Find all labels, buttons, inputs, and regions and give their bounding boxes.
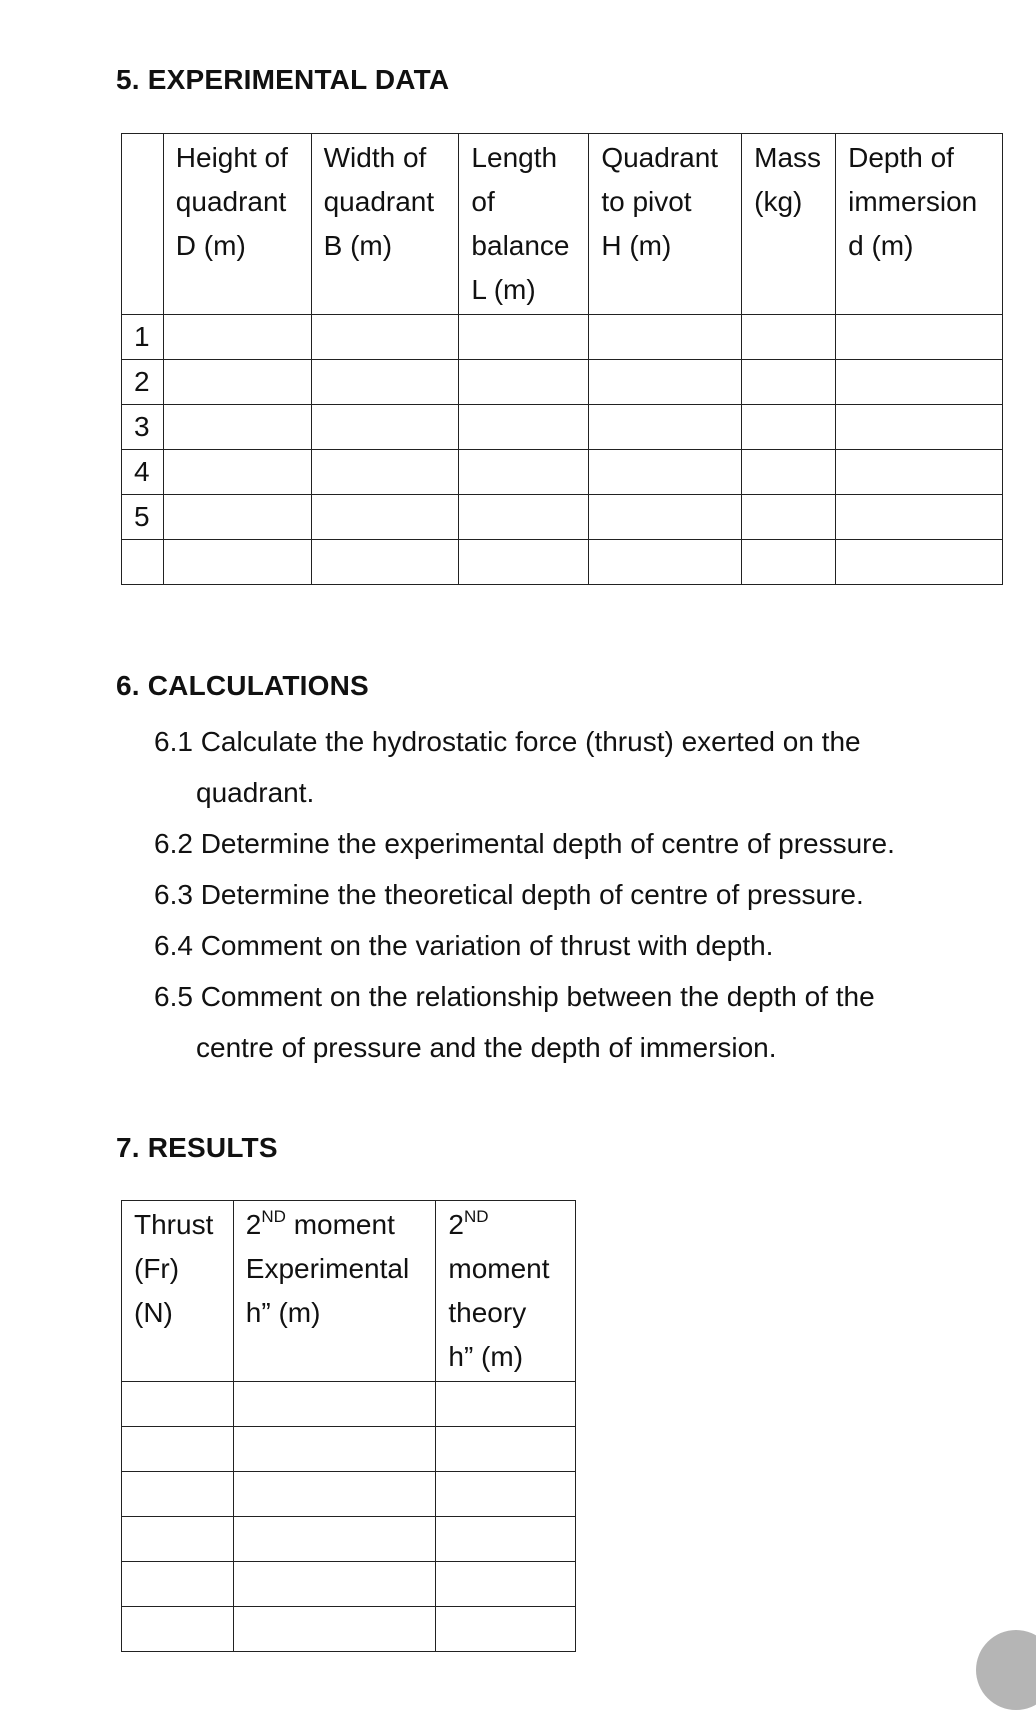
col-header-quadrant-pivot: Quadrant to pivot H (m) <box>589 134 742 315</box>
table-row <box>122 360 1003 405</box>
table-cell[interactable] <box>233 1607 436 1652</box>
list-item <box>154 920 994 971</box>
col-header-second-moment-theory: 2ND moment theory h” (m) <box>436 1201 576 1382</box>
table-cell[interactable] <box>122 1562 234 1607</box>
calculations-list <box>154 716 994 1073</box>
row-number: 4 <box>122 450 164 495</box>
table-cell[interactable] <box>233 1562 436 1607</box>
table-row <box>122 450 1003 495</box>
table-row <box>122 1517 576 1562</box>
section-5-heading: 5. EXPERIMENTAL DATA <box>116 64 450 95</box>
table-cell[interactable] <box>122 1382 234 1427</box>
table-cell[interactable] <box>459 450 589 495</box>
table-row <box>122 1427 576 1472</box>
table-row <box>122 1607 576 1652</box>
col-header-width: Width of quadrant B (m) <box>311 134 459 315</box>
table-cell[interactable] <box>742 495 836 540</box>
table-cell[interactable] <box>836 315 1003 360</box>
table-cell[interactable] <box>163 540 311 585</box>
list-item <box>154 869 994 920</box>
table-cell[interactable] <box>233 1472 436 1517</box>
table-row <box>122 540 1003 585</box>
row-number <box>122 540 164 585</box>
list-item-text: 6.4 Comment on the variation of thrust with depth. <box>154 930 774 961</box>
table-cell[interactable] <box>459 315 589 360</box>
table-row <box>122 495 1003 540</box>
col-header-mass: Mass (kg) <box>742 134 836 315</box>
list-item-text: 6.1 Calculate the hydrostatic force (thrust) exerted on the <box>154 726 861 757</box>
col-header-depth: Depth of immersion d (m) <box>836 134 1003 315</box>
row-number: 1 <box>122 315 164 360</box>
table-cell[interactable] <box>233 1517 436 1562</box>
table-cell[interactable] <box>742 450 836 495</box>
table-cell[interactable] <box>311 495 459 540</box>
row-number: 2 <box>122 360 164 405</box>
list-item-continuation: quadrant. <box>196 777 315 808</box>
table-cell[interactable] <box>311 315 459 360</box>
table-cell[interactable] <box>311 360 459 405</box>
table-cell[interactable] <box>742 315 836 360</box>
table-cell[interactable] <box>589 405 742 450</box>
table-cell[interactable] <box>311 540 459 585</box>
table-cell[interactable] <box>836 495 1003 540</box>
table-cell[interactable] <box>311 405 459 450</box>
table-cell[interactable] <box>836 540 1003 585</box>
table-cell[interactable] <box>436 1607 576 1652</box>
scroll-corner-indicator[interactable] <box>976 1630 1036 1710</box>
section-6-heading: 6. CALCULATIONS <box>116 670 369 701</box>
table-header-row <box>122 1201 576 1382</box>
col-header-thrust: Thrust (Fr) (N) <box>122 1201 234 1382</box>
table-cell[interactable] <box>122 1517 234 1562</box>
table-row <box>122 1382 576 1427</box>
table-cell[interactable] <box>742 405 836 450</box>
table-cell[interactable] <box>311 450 459 495</box>
table-cell[interactable] <box>436 1517 576 1562</box>
table-cell[interactable] <box>436 1427 576 1472</box>
table-cell[interactable] <box>163 315 311 360</box>
table-cell[interactable] <box>836 450 1003 495</box>
table-cell[interactable] <box>436 1382 576 1427</box>
experimental-data-table <box>121 133 1003 585</box>
table-row <box>122 1472 576 1517</box>
list-item <box>154 716 994 818</box>
section-7-heading: 7. RESULTS <box>116 1132 278 1163</box>
table-cell[interactable] <box>836 405 1003 450</box>
table-cell[interactable] <box>233 1382 436 1427</box>
table-header-row <box>122 134 1003 315</box>
table-row <box>122 1562 576 1607</box>
table-cell[interactable] <box>122 1427 234 1472</box>
table-cell[interactable] <box>163 405 311 450</box>
col-header-length: Length of balance L (m) <box>459 134 589 315</box>
table-cell[interactable] <box>836 360 1003 405</box>
table-cell[interactable] <box>589 540 742 585</box>
table-cell[interactable] <box>436 1472 576 1517</box>
table-row <box>122 405 1003 450</box>
table-cell[interactable] <box>742 360 836 405</box>
table-cell[interactable] <box>436 1562 576 1607</box>
list-item-text: 6.2 Determine the experimental depth of centre of pressure. <box>154 828 895 859</box>
table-cell[interactable] <box>122 1472 234 1517</box>
list-item <box>154 818 994 869</box>
list-item <box>154 971 994 1073</box>
table-cell[interactable] <box>459 495 589 540</box>
list-item-text: 6.5 Comment on the relationship between the depth of the <box>154 981 875 1012</box>
col-header-height: Height of quadrant D (m) <box>163 134 311 315</box>
table-cell[interactable] <box>459 540 589 585</box>
table-cell[interactable] <box>459 360 589 405</box>
table-cell[interactable] <box>742 540 836 585</box>
table-cell[interactable] <box>122 1607 234 1652</box>
list-item-text: 6.3 Determine the theoretical depth of centre of pressure. <box>154 879 864 910</box>
row-number: 3 <box>122 405 164 450</box>
table-row <box>122 315 1003 360</box>
table-cell[interactable] <box>589 495 742 540</box>
list-item-continuation: centre of pressure and the depth of immersion. <box>196 1032 777 1063</box>
table-cell[interactable] <box>589 315 742 360</box>
table-cell[interactable] <box>589 360 742 405</box>
table-cell[interactable] <box>163 495 311 540</box>
table-cell[interactable] <box>163 450 311 495</box>
table-cell[interactable] <box>459 405 589 450</box>
table-cell[interactable] <box>233 1427 436 1472</box>
row-number-header <box>122 134 164 315</box>
results-table <box>121 1200 576 1652</box>
table-cell[interactable] <box>589 450 742 495</box>
row-number: 5 <box>122 495 164 540</box>
table-cell[interactable] <box>163 360 311 405</box>
col-header-second-moment-experimental: 2ND moment Experimental h” (m) <box>233 1201 436 1382</box>
